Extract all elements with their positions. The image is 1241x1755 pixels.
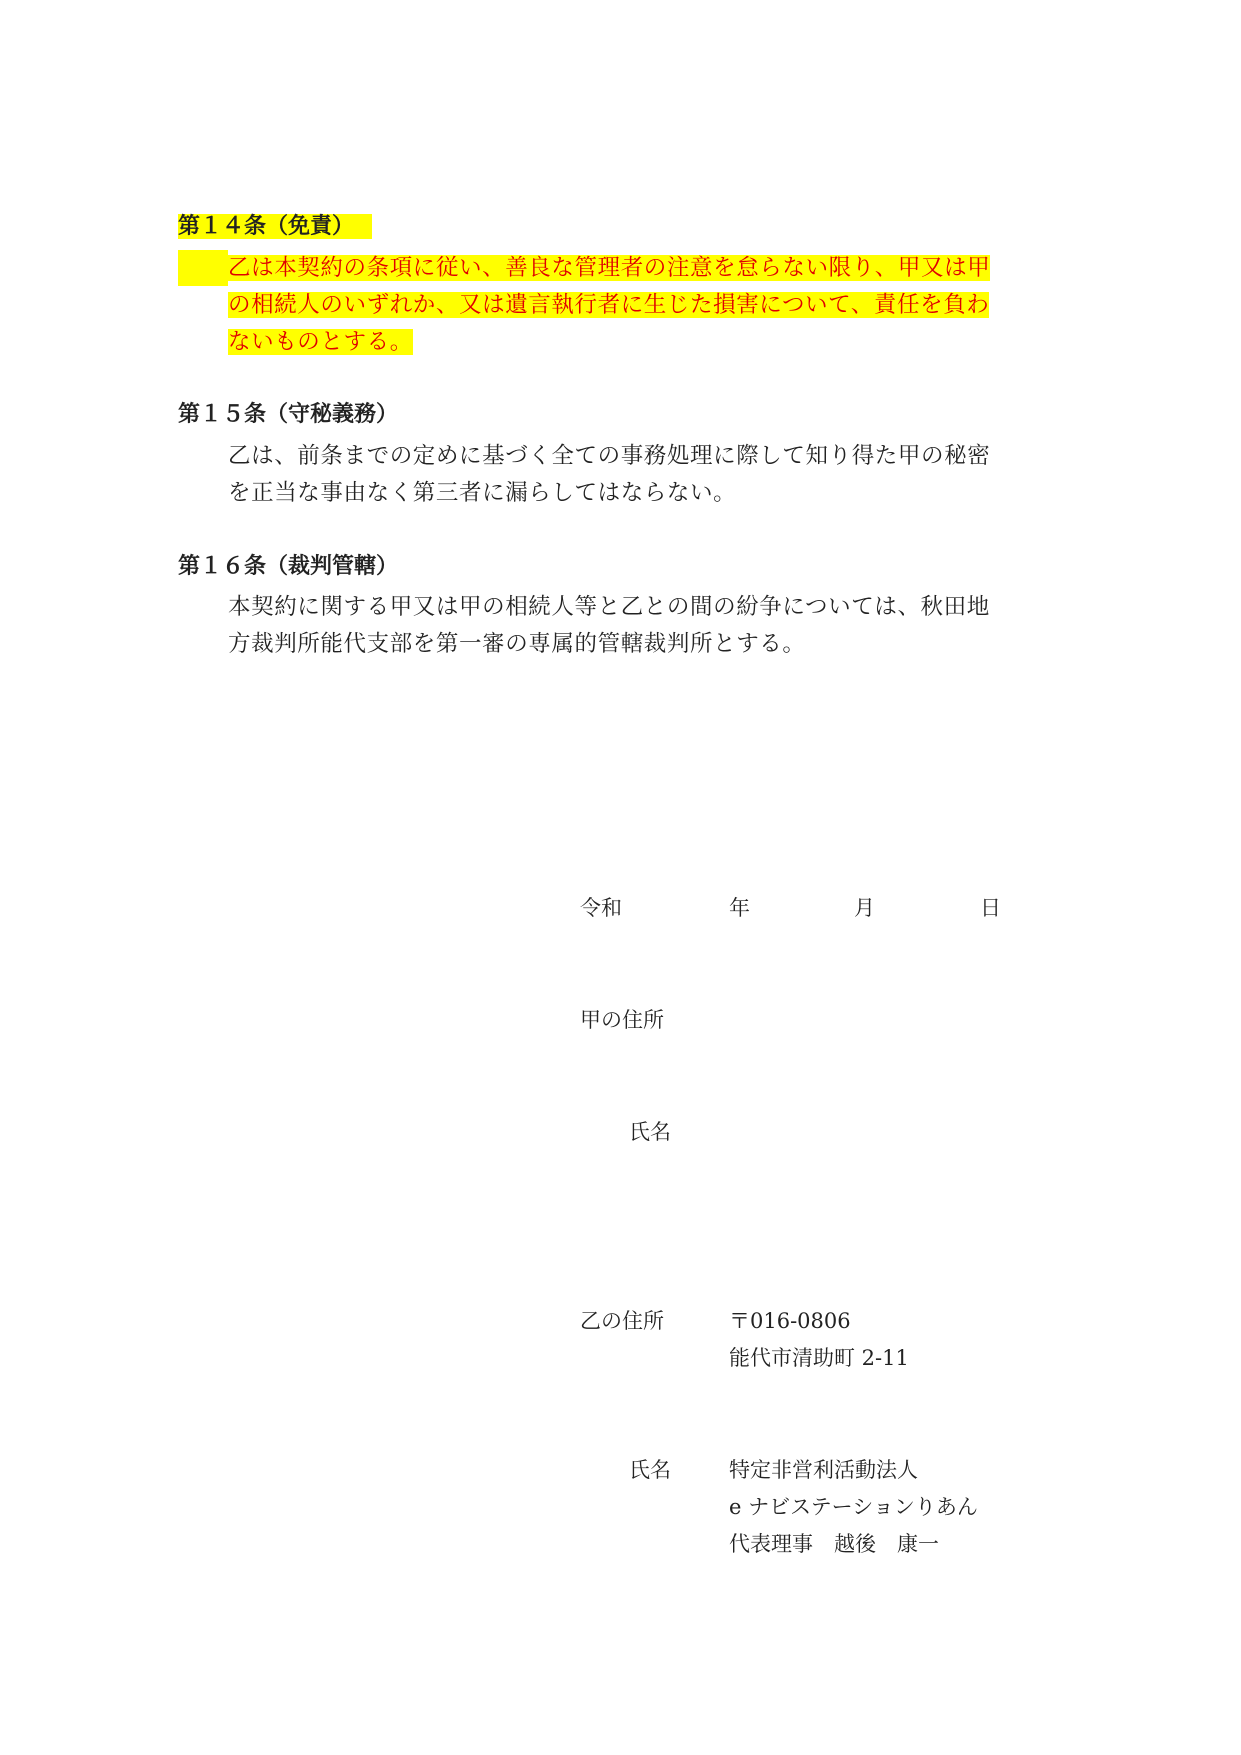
article-15-line-2: を正当な事由なく第三者に漏らしてはならない。 [228,480,737,506]
date-day: 日 [980,896,1001,920]
date-month: 月 [854,896,875,920]
article-14-line-3: ないものとする。 [228,329,413,355]
party-a-name-label: 氏名 [629,1120,671,1144]
party-b-address: 能代市清助町 2-11 [729,1346,909,1370]
highlight-indent [178,250,228,286]
party-a-address-label: 甲の住所 [580,1008,664,1032]
party-b-address-label: 乙の住所 [580,1309,664,1333]
party-b-representative: 代表理事 越後 康一 [729,1532,939,1556]
article-15-heading: 第１５条（守秘義務） [178,402,399,427]
article-14-line-2: の相続人のいずれか、又は遺言執行者に生じた損害について、責任を負わ [228,292,990,318]
article-14-heading [178,212,372,242]
date-era: 令和 [580,896,622,920]
date-year: 年 [729,896,750,920]
article-14-line-1: 乙は本契約の条項に従い、善良な管理者の注意を怠らない限り、甲又は甲 [228,255,991,281]
party-b-name-label: 氏名 [629,1458,671,1482]
party-b-postal-code: 〒016-0806 [729,1309,851,1333]
party-b-org-type: 特定非営利活動法人 [729,1458,918,1482]
article-16-line-2: 方裁判所能代支部を第一審の専属的管轄裁判所とする。 [228,631,806,657]
article-15-line-1: 乙は、前条までの定めに基づく全ての事務処理に際して知り得た甲の秘密 [228,443,991,469]
article-16-line-1: 本契約に関する甲又は甲の相続人等と乙との間の紛争については、秋田地 [228,594,990,620]
article-16-heading: 第１６条（裁判管轄） [178,554,399,579]
party-b-org-name: e ナビステーションりあん [729,1495,978,1519]
article-14-heading-text: 第１４条（免責） [178,214,372,239]
